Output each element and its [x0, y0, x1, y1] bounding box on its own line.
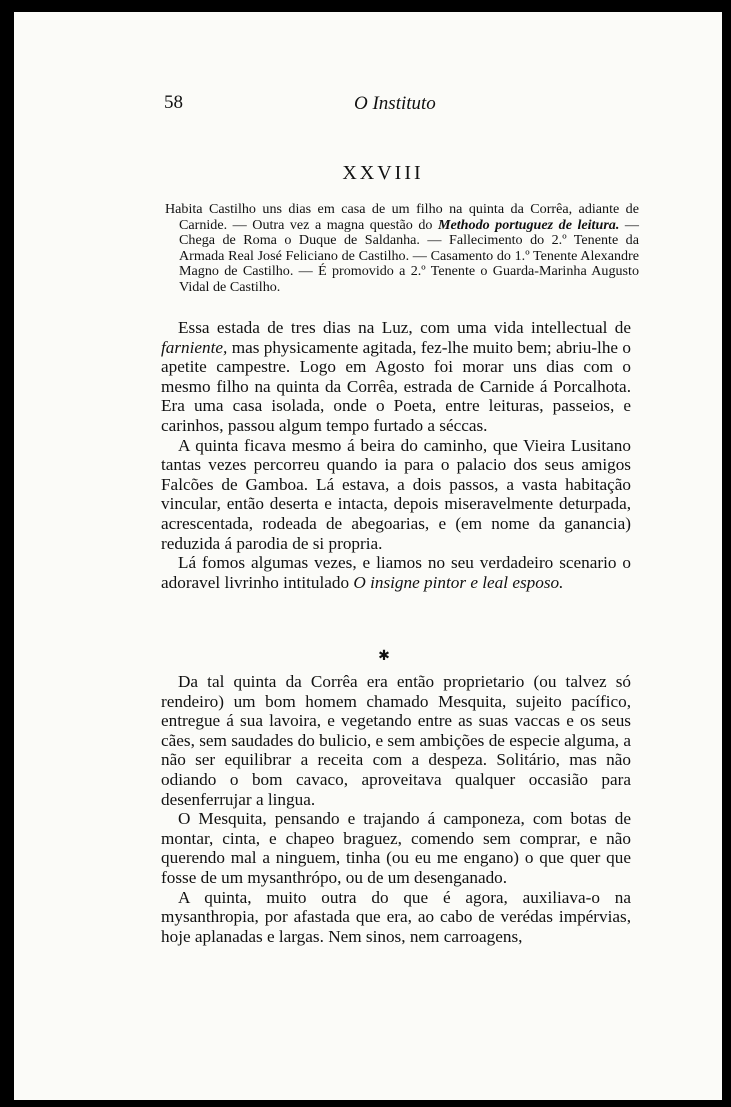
summary-text-2: — Chega de Roma o Duque de Saldanha. — Fallecimento do 2.º Tenente da Armada Real José Feliciano de Castilho. — Casamento do 1.º Tenente Alexandre Magno de Castilho. — É promovido a 2.º Tenente o Guarda-Marinha Augusto Vidal de Castilho.	[179, 216, 639, 295]
summary-book-title: Methodo portuguez de leitura.	[437, 216, 620, 233]
section-separator: ✱	[378, 649, 390, 664]
paragraph-2: A quinta ficava mesmo á beira do caminho, que Vieira Lusitano tantas vezes percorreu quando ia para o palacio dos seus amigos Falcões de Gamboa. Lá estava, a dois passos, a vasta habitação vincular, então deserta e intacta, depois miseravelmente deturpada, acrescentada, rodeada de abegoarias, e (em nome da ganancia) reduzida á parodia de si propria.	[161, 435, 631, 553]
paragraph-5: O Mesquita, pensando e trajando á camponeza, com botas de montar, cinta, e chapeo braguez, comendo sem comprar, e não querendo mal a ninguem, tinha (ou eu me engano) o que quer que fosse de um mysanthrópo, ou de um desenganado.	[161, 809, 631, 887]
paragraph-4: Da tal quinta da Corrêa era então proprietario (ou talvez só rendeiro) um bom homem chamado Mesquita, sujeito pacífico, entregue á sua lavoira, e vegetando entre as suas vaccas e os seus cães, sem saudades do bulicio, e sem ambições de especie alguma, a não ser equilibrar a receita com a despeza. Solitário, mas não odiando o bom cavaco, aproveitava qualquer occasião para desenferrujar a lingua.	[161, 672, 631, 809]
paragraph-3-book-title: O insigne pintor e leal esposo.	[353, 572, 564, 592]
running-title: O Instituto	[354, 93, 436, 114]
page-number: 58	[164, 92, 183, 113]
paragraph-1-text-b: mas physicamente agitada, fez-lhe muito bem; abriu-lhe o apetite campestre. Logo em Agosto foi morar uns dias com o mesmo filho na quinta da Corrêa, estrada de Carnide á Porcalhota. Era uma casa isolada, onde o Poeta, entre leituras, passeios, e carinhos, passou algum tempo furtado a séccas.	[161, 337, 631, 435]
paragraph-6: A quinta, muito outra do que é agora, auxiliava-o na mysanthropia, por afastada que era, ao cabo de verédas impérvias, hoje aplanadas e largas. Nem sinos, nem carroagens,	[161, 887, 631, 946]
chapter-summary	[165, 202, 639, 296]
paragraph-3	[161, 553, 631, 592]
body-text-section-2	[161, 672, 631, 946]
summary-text-1: Habita Castilho uns dias em casa de um filho na quinta da Corrêa, adiante de Carnide. — Outra vez a magna questão do	[165, 201, 639, 233]
book-page	[14, 12, 722, 1100]
body-text-section-1	[161, 318, 631, 592]
paragraph-3-text: Lá fomos algumas vezes, e liamos no seu verdadeiro scenario o adoravel livrinho intitulado	[161, 553, 631, 592]
paragraph-1	[161, 318, 631, 436]
page-header	[14, 92, 722, 122]
paragraph-1-text-a: Essa estada de tres dias na Luz, com uma vida intellectual de	[178, 318, 631, 337]
chapter-heading: XXVIII	[342, 162, 424, 184]
paragraph-1-italic: farniente,	[161, 337, 228, 357]
